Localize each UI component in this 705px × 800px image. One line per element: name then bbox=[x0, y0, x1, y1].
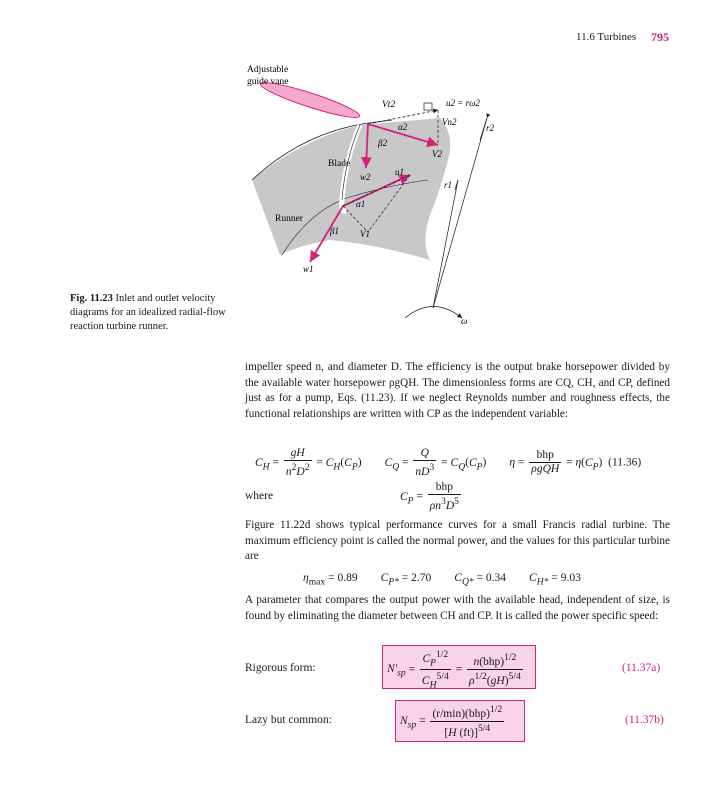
ch-star-value: 9.03 bbox=[560, 572, 581, 584]
label-alpha1: α1 bbox=[356, 199, 366, 209]
equation-11-36: $C_H$ = $\frac{gH}{n^2D^2}$ = $C_H(C_P)$ $C_Q$ = $\frac{Q}{nD^3}$ = $C_Q(C_P)$ η = $\frac{\text{bhp}}{\text{ρgQH}}$ = $\eta(C_P)$ (11.36) bbox=[255, 447, 642, 478]
label-omega: ω bbox=[461, 316, 468, 326]
page-number: 795 bbox=[651, 30, 669, 44]
equation-11-37a-box: $N'_{sp}$ = $\frac{C_P^{1/2}}{C_H^{5/4}}$ = $\frac{n(bhp)^{1/2}}{\rho^{1/2}(gH)^{5/4}}$ bbox=[382, 645, 536, 689]
equation-11-37b-box: $N_{sp}$ = $\frac{(r/\min)(bhp)^{1/2}}{[H (ft)]^{5/4}}$ bbox=[395, 700, 525, 742]
paragraph-2: Figure 11.22d shows typical performance curves for a small Francis radial turbine. The maximum efficiency point is called the normal power, and the values for this particular turbine are bbox=[245, 519, 670, 562]
eq-11-36-number: (11.36) bbox=[608, 456, 642, 469]
label-blade: Blade bbox=[328, 159, 351, 169]
label-u2: u2 = rω2 bbox=[446, 98, 480, 108]
caption-number: Fig. 11.23 bbox=[70, 293, 113, 304]
paragraph-3: A parameter that compares the output power with the available head, independent of size, is found by eliminating the diameter between CH and CP. It is called the power specific speed: bbox=[245, 594, 670, 622]
label-v2: V2 bbox=[432, 149, 442, 159]
figure-caption bbox=[70, 292, 238, 334]
eta-max-value: 0.89 bbox=[337, 572, 358, 584]
label-beta2: β2 bbox=[378, 138, 387, 148]
running-header-section: 11.6 Turbines bbox=[576, 31, 637, 43]
cp-star-value: 2.70 bbox=[411, 572, 432, 584]
paragraph-1: impeller speed n, and diameter D. The efficiency is the output brake horsepower divided by the available water horsepower ρgQH. The dimensionless forms are CQ, CH, and CP, defined just as for a pump, Eqs. (11.23). If we neglect Reynolds number and roughness effects, the functional relationships are written with CP as the independent variable: bbox=[245, 361, 670, 420]
rigorous-form-label: Rigorous form: bbox=[245, 662, 316, 674]
label-guide-vane-2: guide vane bbox=[247, 77, 289, 87]
label-u1: u1 bbox=[395, 167, 404, 177]
label-w1: w1 bbox=[303, 264, 314, 274]
label-r1: r1 bbox=[444, 180, 453, 190]
label-r2: r2 bbox=[486, 123, 495, 133]
label-w2: w2 bbox=[360, 172, 371, 182]
label-vn2: Vn2 bbox=[442, 117, 457, 127]
equation-cp: $C_P$ = $\frac{\text{bhp}}{\rho n^3D^5}$ bbox=[400, 481, 459, 512]
eq-11-37b-number: (11.37b) bbox=[625, 714, 664, 726]
label-beta1: β1 bbox=[330, 226, 339, 236]
omega-arrow bbox=[405, 307, 462, 319]
eq-11-37a-number: (11.37a) bbox=[622, 662, 661, 674]
max-efficiency-values: $\eta_{max} = 0.89$ $C_{P*} = 2.70$ $C_{Q*} = 0.34$ $C_{H*} = 9.03$ bbox=[303, 572, 581, 588]
cq-star-value: 0.34 bbox=[485, 572, 507, 584]
r1-line bbox=[433, 180, 458, 308]
where-label: where bbox=[245, 490, 274, 502]
label-alpha2: α2 bbox=[398, 122, 408, 132]
label-vt2: Vt2 bbox=[382, 100, 396, 110]
label-guide-vane-1: Adjustable bbox=[247, 65, 289, 75]
caption-text: Inlet and outlet velocity diagrams for an idealized radial-flow reaction turbine runner. bbox=[70, 293, 226, 332]
label-v1: V1 bbox=[360, 229, 370, 239]
label-runner: Runner bbox=[275, 214, 303, 224]
lazy-form-label: Lazy but common: bbox=[245, 714, 332, 726]
